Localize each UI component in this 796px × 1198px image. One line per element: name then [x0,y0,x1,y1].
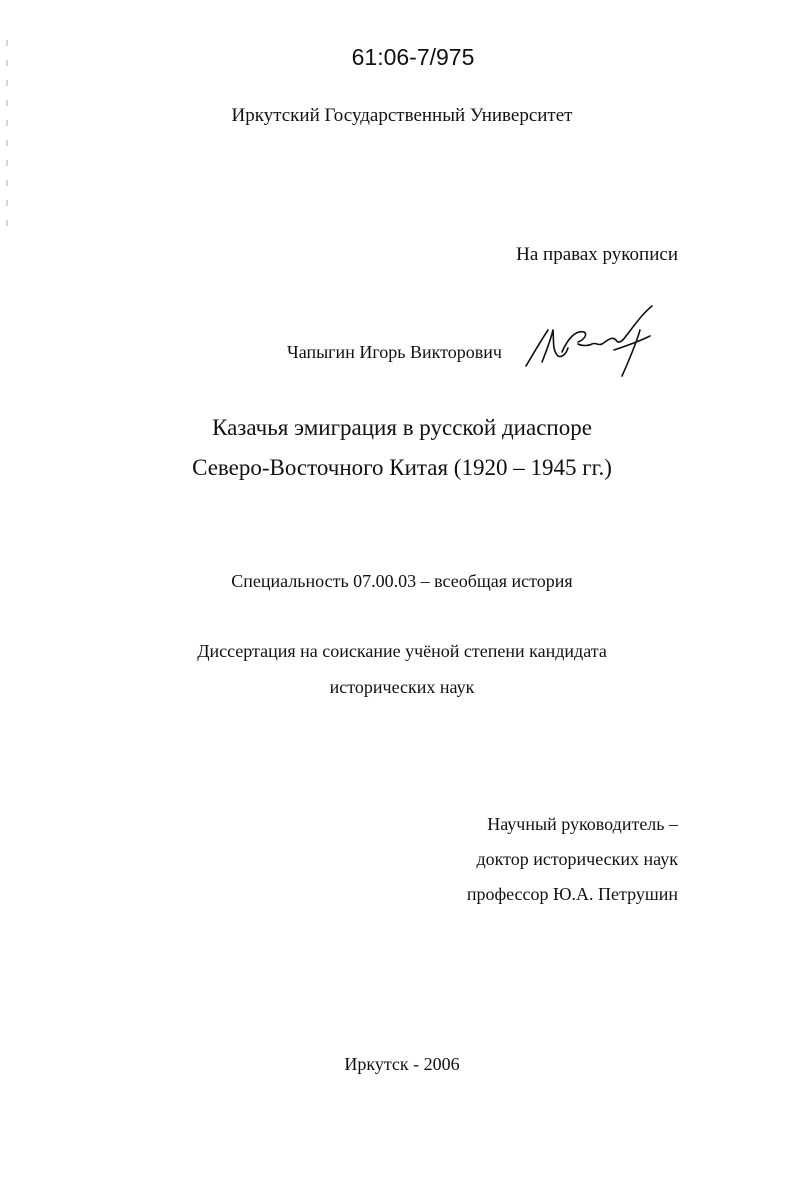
supervisor-name: профессор Ю.А. Петрушин [466,884,678,904]
supervisor-degree: доктор исторических наук [476,849,678,869]
city-year: Иркутск - 2006 [344,1054,460,1074]
supervisor-label: Научный руководитель – [487,814,678,834]
dissertation-title-line-1: Казачья эмиграция в русской диаспоре [212,415,592,440]
catalog-number: 61:06-7/975 [351,44,475,70]
dissertation-title-line-2: Северо-Восточного Китая (1920 – 1945 гг.) [192,455,612,480]
handwritten-signature-icon [522,300,662,382]
author-name: Чапыгин Игорь Викторович [287,342,502,362]
degree-line-2: исторических наук [329,677,475,697]
specialty: Специальность 07.00.03 – всеобщая история [231,571,573,591]
manuscript-rights-note: На правах рукописи [516,244,678,265]
university-name: Иркутский Государственный Университет [231,105,573,126]
degree-line-1: Диссертация на соискание учёной степени кандидата [197,641,607,661]
